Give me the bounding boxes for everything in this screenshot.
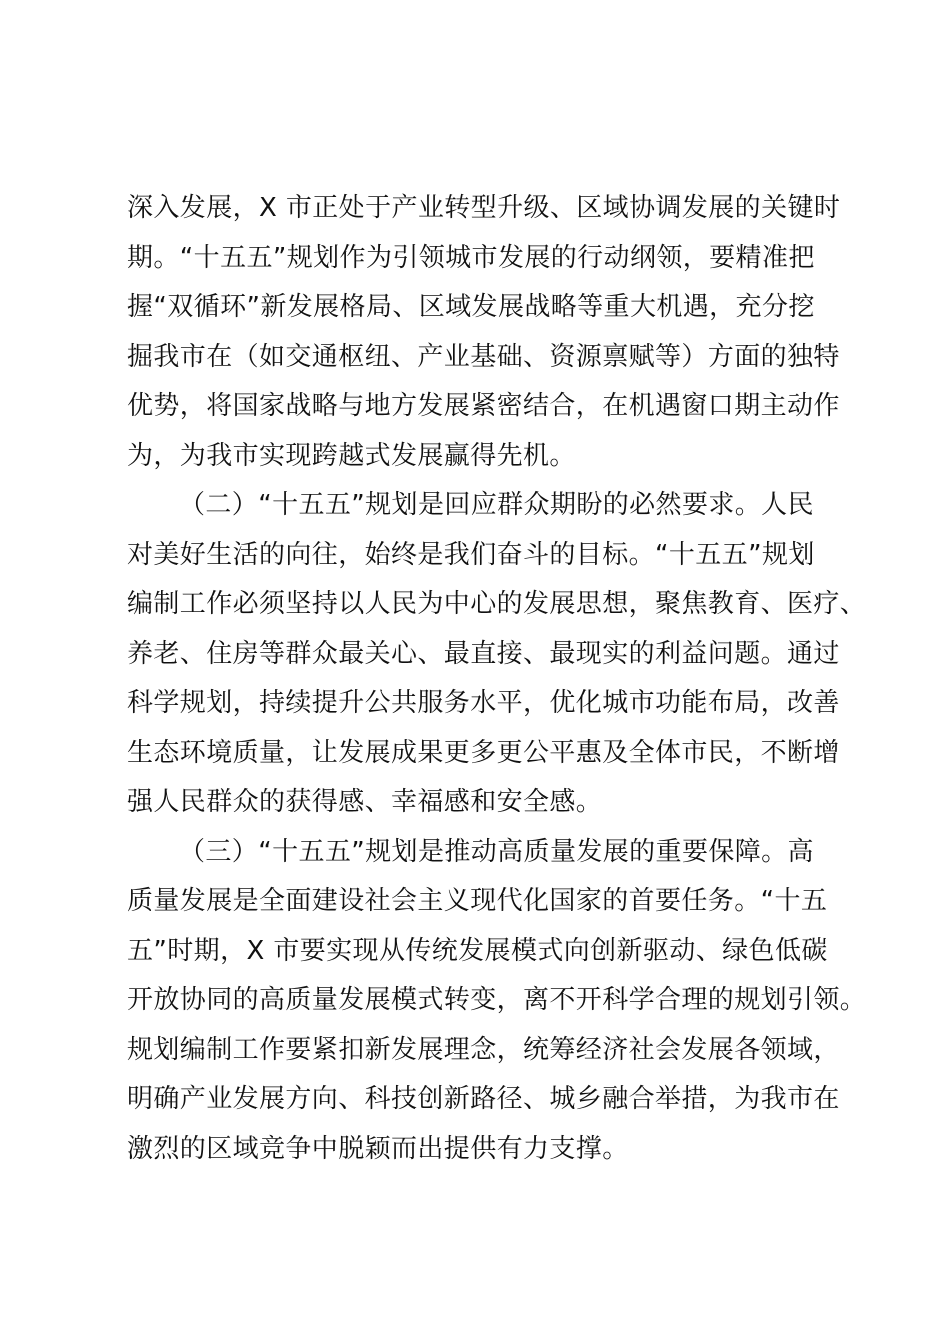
text-line: 激烈的区域竞争中脱颖而出提供有力支撑。 (127, 1133, 629, 1164)
document-body (127, 184, 867, 1174)
text-line: 养老、住房等群众最关心、最直接、最现实的利益问题。通过 (127, 638, 840, 669)
text-line: 五”时期，X 市要实现从传统发展模式向创新驱动、绿色低碳 (127, 935, 828, 966)
text-line: 明确产业发展方向、科技创新路径、城乡融合举措，为我市在 (127, 1084, 840, 1114)
text-line: 开放协同的高质量发展模式转变，离不开科学合理的规划引领。 (127, 985, 867, 1015)
section-heading-line: （二）“十五五”规划是回应群众期盼的必然要求。人民 (179, 490, 814, 520)
text-line: 优势，将国家战略与地方发展紧密结合，在机遇窗口期主动作 (127, 391, 840, 421)
text-line: 对美好生活的向往，始终是我们奋斗的目标。“十五五”规划 (127, 539, 815, 570)
text-line: 规划编制工作要紧扣新发展理念，统筹经济社会发展各领域， (127, 1034, 840, 1065)
text-line: 深入发展，X 市正处于产业转型升级、区域协调发展的关键时 (127, 193, 841, 223)
text-line: 强人民群众的获得感、幸福感和安全感。 (127, 787, 603, 817)
text-line: 握“双循环”新发展格局、区域发展战略等重大机遇，充分挖 (127, 292, 815, 322)
section-heading-line: （三）“十五五”规划是推动高质量发展的重要保障。高 (179, 836, 814, 867)
text-line: 质量发展是全面建设社会主义现代化国家的首要任务。“十五 (127, 886, 828, 916)
text-line: 期。“十五五”规划作为引领城市发展的行动纲领，要精准把 (127, 242, 815, 273)
text-line: 编制工作必须坚持以人民为中心的发展思想，聚焦教育、医疗、 (127, 589, 867, 619)
text-line: 生态环境质量，让发展成果更多更公平惠及全体市民，不断增 (127, 737, 840, 768)
text-line: 科学规划，持续提升公共服务水平，优化城市功能布局，改善 (127, 688, 840, 718)
text-line: 掘我市在（如交通枢纽、产业基础、资源禀赋等）方面的独特 (127, 341, 840, 372)
text-line: 为，为我市实现跨越式发展赢得先机。 (127, 440, 576, 471)
